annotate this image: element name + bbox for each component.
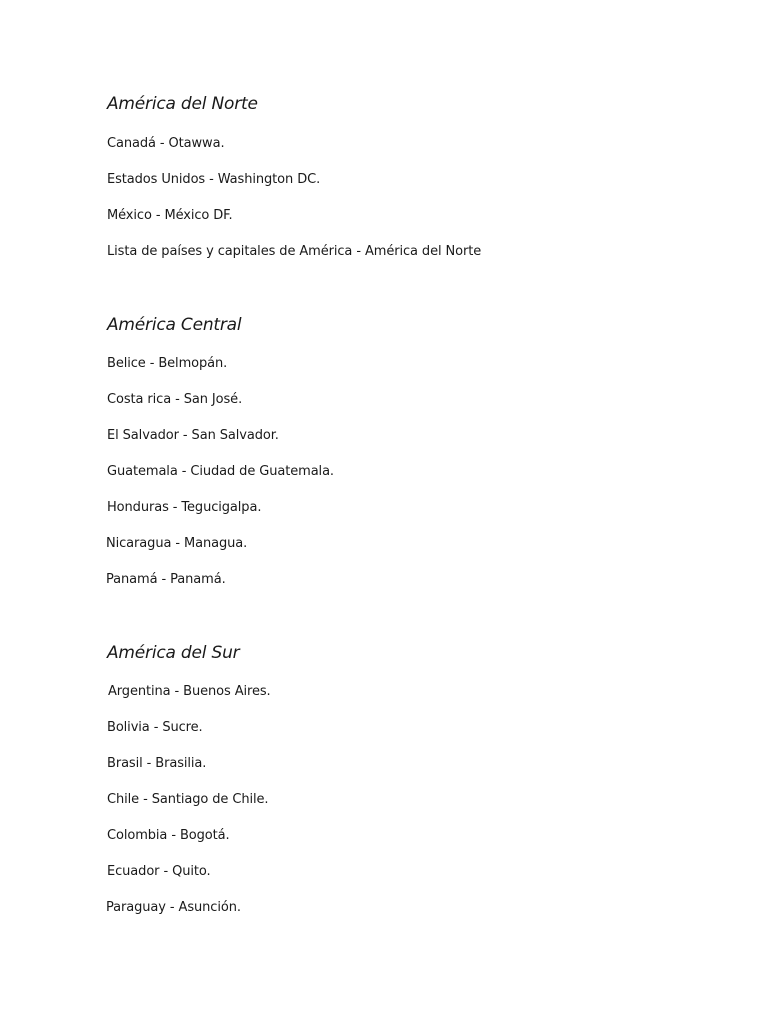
country-capital-line: Honduras - Tegucigalpa.	[107, 500, 262, 515]
country-capital-line: Bolivia - Sucre.	[107, 720, 203, 735]
country-capital-line: Chile - Santiago de Chile.	[107, 792, 269, 807]
list-caption-line: Lista de países y capitales de América - América del Norte	[107, 244, 482, 259]
country-capital-line: Argentina - Buenos Aires.	[108, 684, 271, 699]
country-capital-line: Guatemala - Ciudad de Guatemala.	[107, 464, 334, 479]
country-capital-line: Brasil - Brasilia.	[107, 756, 207, 771]
country-capital-line: El Salvador - San Salvador.	[107, 428, 279, 443]
country-capital-line: Belice - Belmopán.	[107, 356, 228, 371]
country-capital-line: Costa rica - San José.	[107, 392, 243, 407]
country-capital-line: Nicaragua - Managua.	[106, 536, 248, 551]
section-heading-north-america: América del Norte	[107, 94, 258, 114]
country-capital-line: Estados Unidos - Washington DC.	[107, 172, 321, 187]
country-capital-line: Panamá - Panamá.	[106, 572, 226, 587]
section-heading-south-america: América del Sur	[107, 643, 240, 663]
country-capital-line: Ecuador - Quito.	[107, 864, 211, 879]
country-capital-line: México - México DF.	[107, 208, 233, 223]
country-capital-line: Paraguay - Asunción.	[106, 900, 241, 915]
country-capital-line: Colombia - Bogotá.	[107, 828, 230, 843]
country-capital-line: Canadá - Otawwa.	[107, 136, 225, 151]
section-heading-central-america: América Central	[107, 315, 242, 335]
